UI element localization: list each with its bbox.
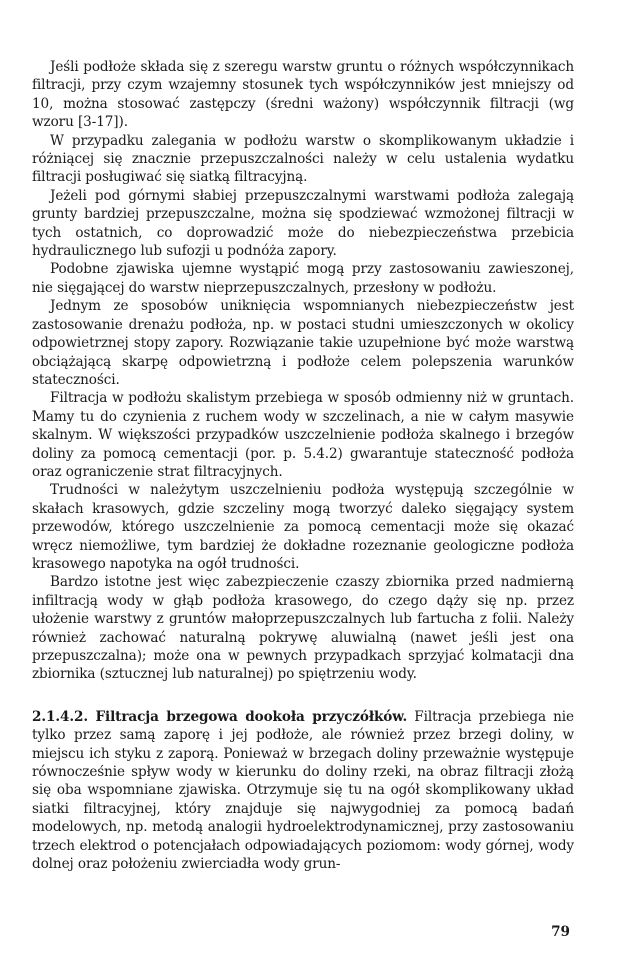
paragraph: Filtracja w podłożu skalistym przebiega w sposób odmienny niż w gruntach. Mamy tu do czynienia z ruchem wody w szczelinach, a nie w całym masywie skalnym. W większości przypadków uszczelnienie podłoża skalnego i brzegów doliny za pomocą cementacji (por. p. 5.4.2) gwarantuje stateczność podłoża oraz ograniczenie strat filtracyjnych. (32, 390, 574, 480)
paragraph: Bardzo istotne jest więc zabezpieczenie czaszy zbiornika przed nadmierną infiltracją wody w głąb podłoża krasowego, do czego dąży się np. przez ułożenie warstwy z gruntów małoprzepuszczalnych lub fartucha z folii. Należy również zachować naturalną pokrywę aluwialną (nawet jeśli jest ona przepuszczalna); może ona w pewnych przypadkach sprzyjać kolmatacji dna zbiornika (sztucznej lub naturalnej) po spiętrzeniu wody. (32, 574, 574, 683)
paragraph: Jeśli podłoże składa się z szeregu warstw gruntu o różnych współczynnikach filtracji, przy czym wzajemny stosunek tych współczynników jest mniejszy od 10, można stosować zastępczy (średni ważony) współczynnik filtracji (wg wzoru [3-17]). (32, 59, 574, 131)
section-heading: 2.1.4.2. Filtracja brzegowa dookoła przyczółków. (32, 708, 408, 725)
section-paragraph (32, 708, 574, 874)
page-number: 79 (551, 924, 570, 940)
paragraph: Trudności w należytym uszczelnieniu podłoża występują szczególnie w skałach krasowych, gdzie szczeliny mogą tworzyć daleko sięgający system przewodów, którego uszczelnienie za pomocą cementacji może się okazać wręcz niemożliwe, tym bardziej że dokładne rozeznanie geologiczne podłoża krasowego napotyka na ogół trudności. (32, 482, 574, 572)
paragraph: Podobne zjawiska ujemne wystąpić mogą przy zastosowaniu zawieszonej, nie sięgającej do warstw nieprzepuszczalnych, przesłony w podłożu. (32, 261, 574, 296)
paragraph: Jednym ze sposobów uniknięcia wspomnianych niebezpieczeństw jest zastosowanie drenażu podłoża, np. w postaci studni umieszczonych w okolicy odpowietrznej stopy zapory. Rozwiązanie takie uzupełnione być może warstwą obciążającą skarpę odpowietrzną i podłoże celem polepszenia warunków stateczności. (32, 298, 574, 388)
page-body (32, 58, 574, 873)
section-text: Filtracja przebiega nie tylko przez samą zaporę i jej podłoże, ale również przez brzegi doliny, w miejscu ich styku z zaporą. Ponieważ w brzegach doliny przeważnie występuje równocześnie spływ wody w kierunku do doliny rzeki, na obraz filtracji złożą się oba wspomniane zjawiska. Otrzymuje się tu na ogół skomplikowany układ siatki filtracyjnej, który znajduje się najwygodniej za pomocą badań modelowych, np. metodą analogii hydroelektrodynamicznej, przy zastosowaniu trzech elektrod o potencjałach odpowiadających poziomom: wody górnej, wody dolnej oraz położeniu zwierciadła wody grun- (32, 708, 574, 873)
paragraph: Jeżeli pod górnymi słabiej przepuszczalnymi warstwami podłoża zalegają grunty bardziej przepuszczalne, można się spodziewać wzmożonej filtracji w tych ostatnich, co doprowadzić może do niebezpieczeństwa przebicia hydraulicznego lub sufozji u podnóża zapory. (32, 187, 574, 260)
paragraph: W przypadku zalegania w podłożu warstw o skomplikowanym układzie i różniącej się znacznie przepuszczalności należy w celu ustalenia wydatku filtracji posługiwać się siatką filtracyjną. (32, 132, 574, 186)
